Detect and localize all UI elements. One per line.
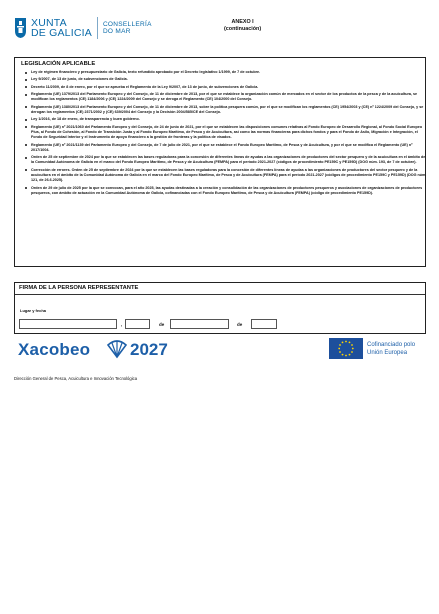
legislation-item: Orden de 29 de julio de 2025 por la que se convocan, para el año 2025, las ayudas destinadas a la creación y consolidación de las organizaciones de productores pesqueros y asociaciones de organizaciones de productores pesqueros, con ámbito de actuación en la Comunidad Autónoma de Galicia, cofinanciadas con el Fondo Europeo Marítimo, de Pesca y de Acuicultura (FEMPA) (código de procedimiento PE159D). (31, 186, 429, 196)
de-separator: de (237, 322, 243, 327)
xunta-line1: XUNTA (31, 17, 67, 29)
legislation-item: Reglamento (UE) nº 2021/1060 del Parlamento Europeo y del Consejo, de 24 de junio de 2021, por el que se establecen las disposiciones comunes relativas al Fondo Europeo de Desarrollo Regional, al Fondo Social Europeo Plus, al Fondo de Cohesión, al Fondo de Transición Justa y al Fondo Europeo Marítimo, de Pesca y de Acuicultura, así como las normas financieras para dichos fondos y para el Fondo de Asilo, Migración e Integración, el Fondo de Seguridad Interior y el Instrumento de apoyo financiero a la gestión de fronteras y la política de visados. (31, 125, 429, 141)
xacobeo-year: 2027 (130, 340, 168, 359)
legislation-item: Reglamento (UE) nº 2021/1139 del Parlamento Europeo y del Consejo, de 7 de julio de 2021, por el que se establece el Fondo Europeo Marítimo, de Pesca y de Acuicultura, y por el que se modifica el Reglamento (UE) nº 2017/1004. (31, 143, 429, 153)
xacobeo-wordmark: Xacobeo (18, 340, 91, 359)
xunta-logo (14, 13, 152, 43)
page-header (14, 13, 426, 45)
cofinanced-text (367, 341, 415, 357)
legislation-item: Decreto 11/2009, de 8 de enero, por el que se aprueba el Reglamento de la Ley 9/2007, de 13 de junio, de subvenciones de Galicia. (31, 85, 429, 90)
year-input[interactable] (251, 319, 277, 329)
xunta-line2: DE GALICIA (31, 27, 92, 39)
month-input[interactable] (170, 319, 229, 329)
xunta-wordmark (31, 18, 92, 38)
eu-flag-icon (329, 338, 363, 359)
cofinanced-line1: Cofinanciado polo (367, 342, 416, 348)
legislation-section (14, 57, 426, 267)
legislation-item: Orden de 25 de septiembre de 2024 por la que se establecen las bases reguladoras para la concesión de diferentes líneas de ayudas a las organizaciones de productores del sector pesquero y de la acuicultura en el ámbito de la Comunidad Autónoma de Galicia en el marco del Fondo Europeo Marítimo, de Pesca y de Acuicultura (FEMPA) para el período 2021-2027 (códigos de procedimiento PE159C y PE159D) (DOG núm. 193, de 7 de octubre). (31, 155, 429, 165)
legislation-item: Ley 9/2007, de 13 de junio, de subvenciones de Galicia. (31, 77, 429, 82)
department-line2: DO MAR (102, 28, 131, 35)
legislation-item: Reglamento (UE) 1379/2013 del Parlamento Europeo y del Consejo, de 11 de diciembre de 2013, por el que se establece la organización común de mercados en el sector de los productos de la pesca y de la acuicultura, se modifican los reglamentos (CE) 1184/2006 y (CE) 1224/2009 del Consejo y se deroga el Reglamento (CE) 104/2000 del Consejo. (31, 92, 429, 102)
legislation-list (23, 70, 429, 198)
day-input[interactable] (125, 319, 150, 329)
comma-separator: , (121, 322, 123, 327)
de-separator: de (159, 322, 165, 327)
legislation-item: Reglamento (UE) 1380/2013 del Parlamento Europeo y del Consejo, de 11 de diciembre de 2013, sobre la política pesquera común, por el que se modifican los reglamentos (CE) 1954/2003 y (CE) nº 1224/2009 del Consejo, y se derogan los reglamentos (CE) 2371/2002 y (CE) 639/2004 del Consejo y la Decisión 2004/585/CE del Consejo. (31, 105, 429, 115)
place-date-label: Lugar y fecha (20, 308, 47, 313)
scallop-shell-icon (106, 339, 128, 359)
signature-section (14, 282, 426, 334)
logo-divider (97, 17, 98, 39)
legislation-item: Corrección de errores. Orden de 25 de septiembre de 2024 por la que se establecen las bases reguladoras para la concesión de diferentes líneas de ayudas a las organizaciones de productores del sector pesquero y de la acuicultura en el ámbito de la Comunidad Autónoma de Galicia en el marco del Fondo Europeo Marítimo, de Pesca y de Acuicultura (FEMPA) para el período 2021-2027 (códigos de procedimiento PE159C y PE159D) (DOG núm. 121, de 26.6.2025). (31, 168, 429, 184)
annex-title: ANEXO I (231, 19, 254, 25)
department-line1: CONSELLERÍA (102, 21, 152, 28)
footer-logos (14, 338, 426, 362)
legislation-item: Ley 1/2016, de 18 de enero, de transparencia y buen gobierno. (31, 117, 429, 122)
directorate-name: Dirección General de Pesca, Acuicultura e Innovación Tecnológica (14, 376, 138, 381)
section-divider (15, 294, 425, 295)
place-input[interactable] (19, 319, 117, 329)
annex-subtitle: (continuación) (224, 26, 262, 32)
cofinanced-line2: Unión Europea (367, 350, 408, 356)
legislation-title: LEGISLACIÓN APLICABLE (21, 61, 96, 67)
signature-title: FIRMA DE LA PERSONA REPRESENTANTE (19, 285, 139, 291)
galicia-shield-icon (14, 17, 27, 39)
annex-heading (224, 19, 261, 33)
department-name (103, 21, 152, 35)
legislation-item: Ley de régimen financiero y presupuestario de Galicia, texto refundido aprobado por el Decreto legislativo 1/1999, de 7 de octubre. (31, 70, 429, 75)
